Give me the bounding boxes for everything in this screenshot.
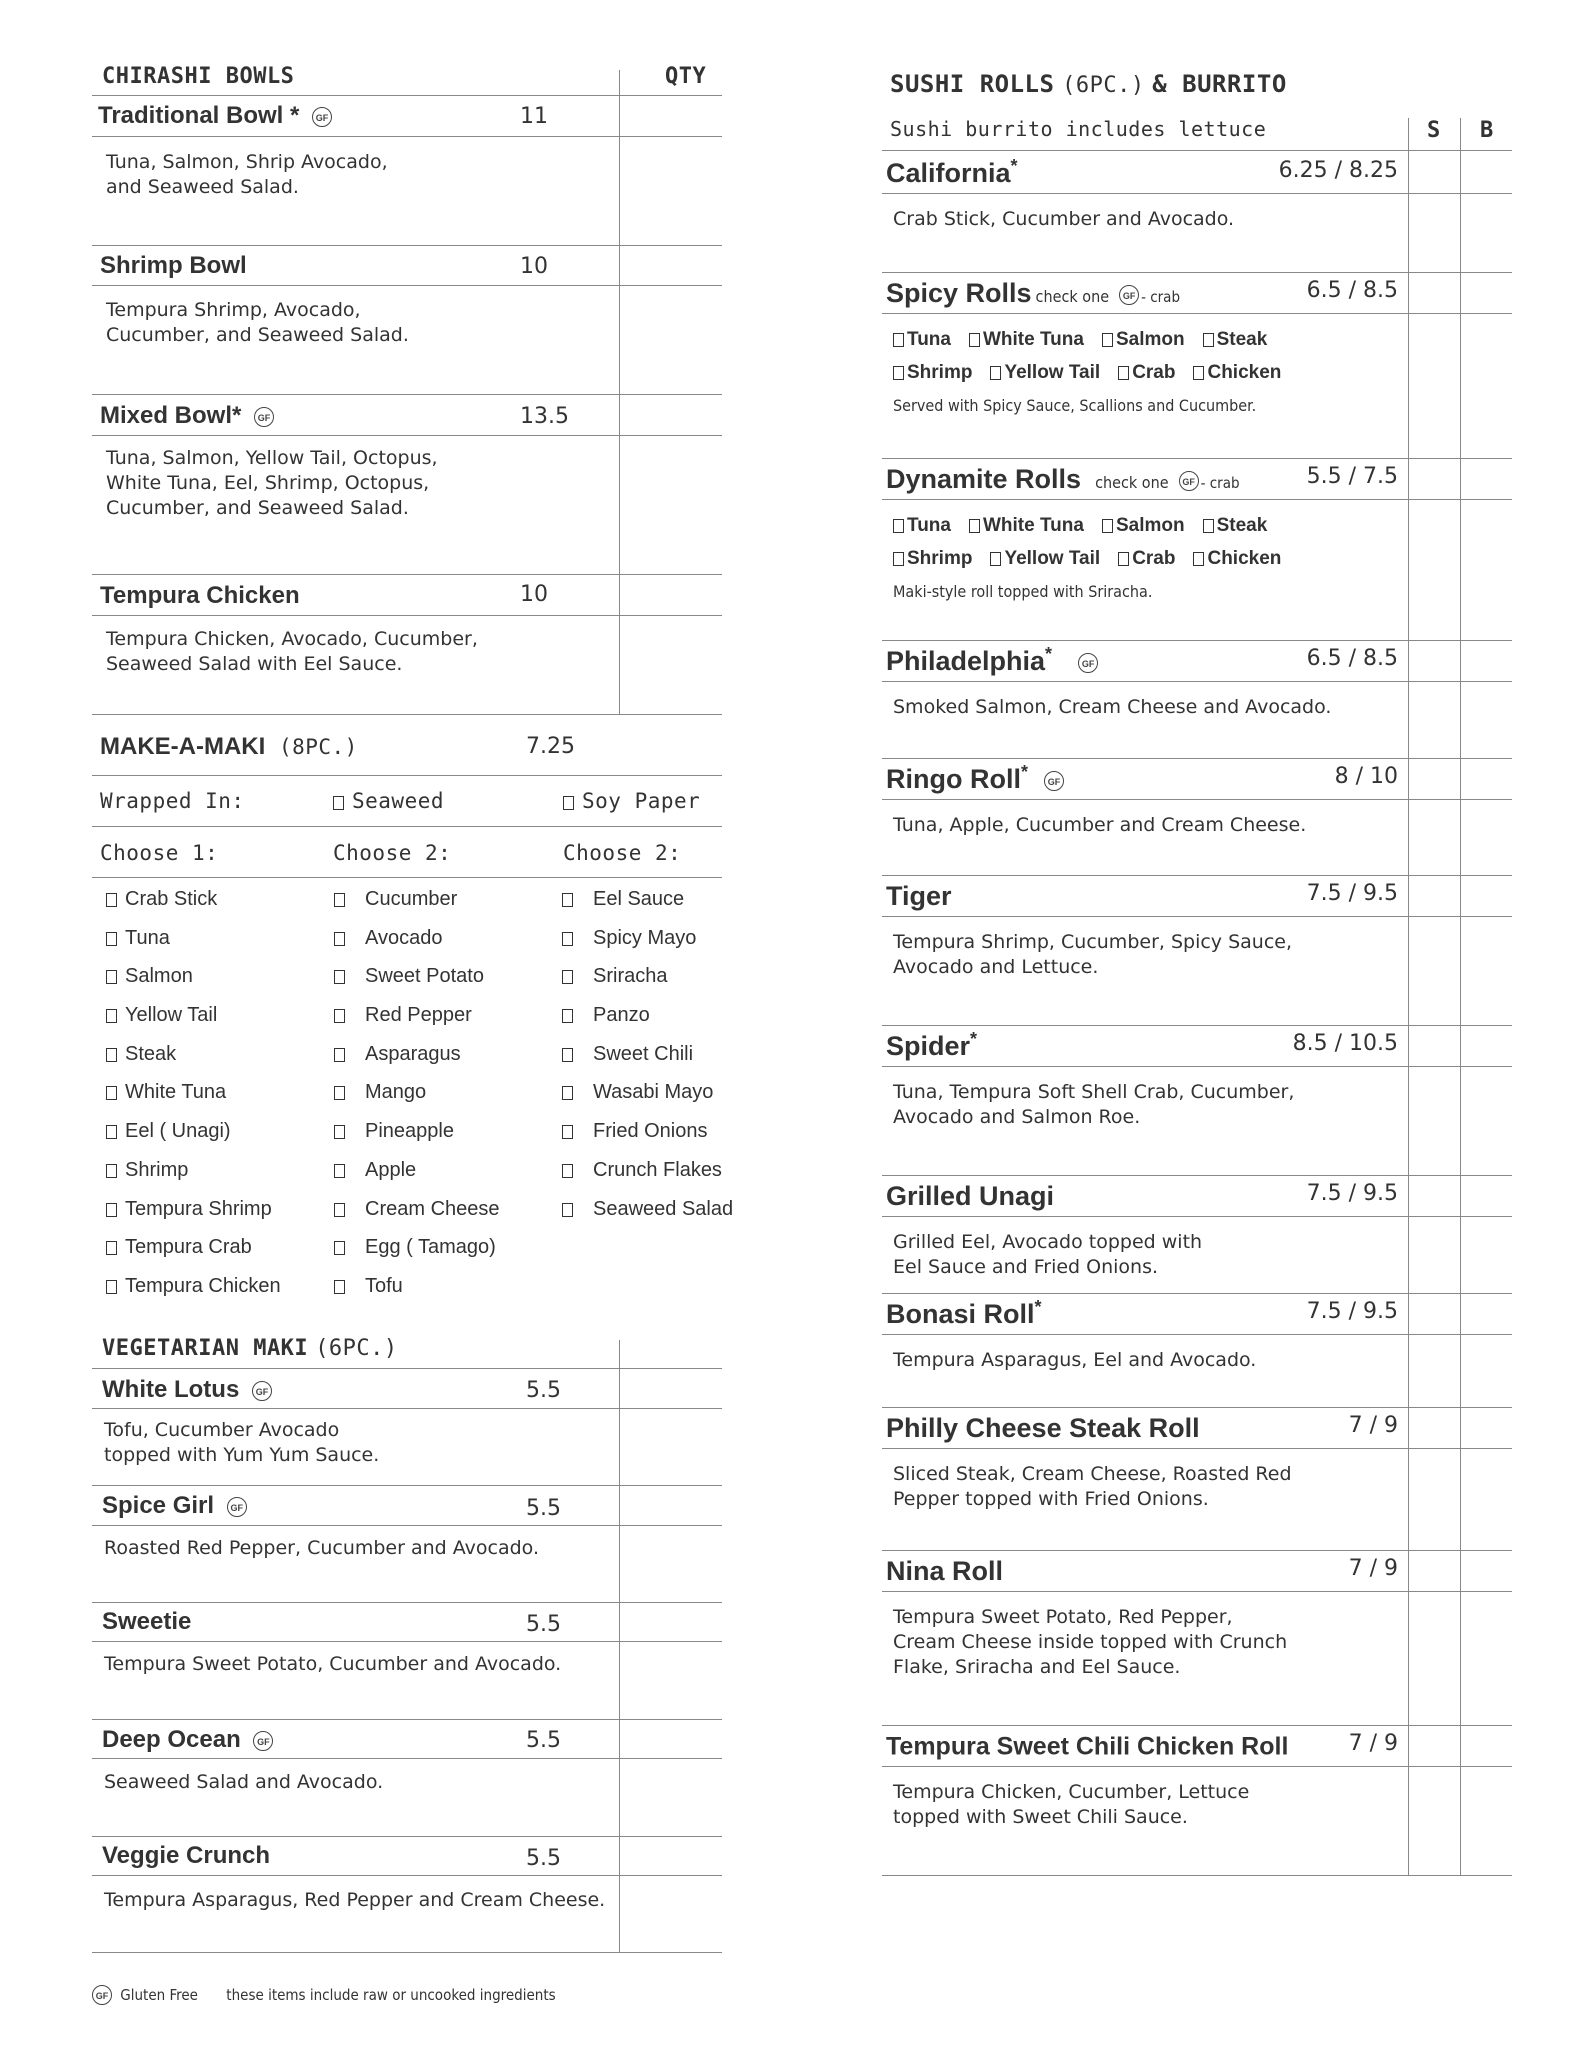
checkbox-icon[interactable] [1102, 333, 1113, 347]
gluten-free-icon: GF [254, 407, 274, 427]
roll-option[interactable] [893, 548, 972, 569]
checkbox-icon[interactable] [1118, 366, 1129, 380]
divider [882, 681, 1512, 682]
menu-item-name: Spice Girl GF [102, 1492, 247, 1520]
gluten-free-icon: GF [253, 1731, 273, 1751]
gf-crab-label: - crab [1141, 288, 1181, 306]
maki-option-label: Steak [125, 1042, 177, 1065]
roll-price: 7.5 / 9.5 [1306, 1181, 1398, 1206]
menu-item-desc: Tuna, Salmon, Yellow Tail, Octopus, White Tuna, Eel, Shrimp, Octopus, Cucumber, and Seaweed Salad. [106, 447, 438, 519]
col-s-label: S [1427, 118, 1441, 143]
rolls-subtitle: Sushi burrito includes lettuce [890, 117, 1267, 141]
menu-item-price: 5.5 [526, 1846, 561, 1871]
maki-option[interactable] [106, 964, 281, 1003]
maki-option[interactable] [334, 1119, 500, 1158]
wrap-option-seaweed[interactable]: Seaweed [333, 789, 444, 813]
maki-option[interactable] [334, 1158, 500, 1197]
roll-name [886, 462, 1240, 495]
checkbox-icon[interactable] [893, 552, 904, 566]
gluten-free-icon: GF [1044, 771, 1064, 791]
roll-desc: Smoked Salmon, Cream Cheese and Avocado. [893, 696, 1332, 718]
menu-item-price: 5.5 [526, 1496, 561, 1521]
checkbox-icon[interactable] [333, 796, 344, 810]
roll-name-text: Bonasi Roll [886, 1299, 1035, 1329]
roll-option-label: Shrimp [907, 362, 973, 383]
checkbox-icon[interactable] [1203, 519, 1214, 533]
maki-option[interactable] [334, 1197, 500, 1236]
roll-option[interactable] [1193, 362, 1281, 383]
menu-item-desc: Tofu, Cucumber Avocado topped with Yum Yum Sauce. [104, 1419, 380, 1466]
checkbox-icon[interactable] [562, 1125, 573, 1139]
chirashi-title: CHIRASHI BOWLS [102, 64, 295, 89]
roll-option[interactable] [1203, 329, 1268, 350]
maki-option[interactable] [106, 1119, 281, 1158]
roll-option[interactable] [893, 329, 951, 350]
maki-option-label: Tempura Crab [125, 1236, 252, 1259]
roll-option-label: Yellow Tail [1004, 362, 1101, 383]
divider [882, 1591, 1512, 1592]
roll-name-text: Tiger [886, 881, 952, 911]
roll-option-label: Yellow Tail [1004, 548, 1101, 569]
checkbox-icon[interactable] [562, 932, 573, 946]
maki-option-label: Shrimp [125, 1158, 189, 1181]
maki-option[interactable] [334, 964, 500, 1003]
divider [882, 1766, 1512, 1767]
roll-desc: Sliced Steak, Cream Cheese, Roasted Red Pepper topped with Fried Onions. [893, 1463, 1292, 1510]
divider [882, 1550, 1512, 1551]
raw-note: these items include raw or uncooked ingredients [226, 1985, 556, 2004]
maki-option-label: Crunch Flakes [593, 1158, 722, 1181]
checkbox-icon[interactable] [969, 519, 980, 533]
roll-name-text: Tempura Sweet Chili Chicken Roll [886, 1732, 1289, 1761]
checkbox-icon[interactable] [106, 1203, 117, 1217]
divider [882, 1216, 1512, 1217]
checkbox-icon[interactable] [562, 1203, 573, 1217]
roll-option-label: White Tuna [982, 329, 1084, 350]
maki-option-label: Tuna [125, 926, 170, 949]
rolls-title: SUSHI ROLLS (6PC.) & BURRITO [890, 70, 1287, 98]
maki-option[interactable] [106, 1003, 281, 1042]
roll-name-text: Ringo Roll [886, 764, 1021, 794]
gluten-free-icon: GF [1078, 653, 1098, 673]
roll-option[interactable] [893, 515, 951, 536]
roll-name-text: Dynamite Rolls [886, 464, 1082, 494]
menu-item-price: 13.5 [520, 404, 569, 429]
maki-option[interactable] [562, 1080, 733, 1119]
divider [882, 799, 1512, 800]
maki-option-label: Fried Onions [593, 1120, 708, 1143]
divider [882, 313, 1512, 314]
roll-name-text: Spicy Rolls [886, 278, 1032, 308]
maki-option-label: Seaweed Salad [593, 1197, 734, 1220]
roll-price: 7 / 9 [1348, 1413, 1398, 1438]
checkbox-icon[interactable] [990, 366, 1001, 380]
roll-mark: * [970, 1029, 978, 1049]
roll-option-label: Chicken [1207, 362, 1282, 383]
menu-item-name: Traditional Bowl * GF [98, 102, 332, 130]
menu-item-desc: Tuna, Salmon, Shrip Avocado, and Seaweed Salad. [106, 151, 388, 198]
checkbox-icon[interactable] [334, 1164, 345, 1178]
checkbox-icon[interactable] [969, 333, 980, 347]
gluten-free-label: Gluten Free [120, 1985, 198, 2004]
checkbox-icon[interactable] [893, 519, 904, 533]
checkbox-icon[interactable] [562, 1048, 573, 1062]
menu-item-name: Shrimp Bowl [100, 252, 247, 279]
divider [882, 1293, 1512, 1294]
checkbox-icon[interactable] [990, 552, 1001, 566]
gluten-free-icon: GF [312, 107, 332, 127]
roll-price: 7 / 9 [1348, 1556, 1398, 1581]
menu-item-price: 5.5 [526, 1612, 561, 1637]
roll-option-label: Tuna [907, 329, 951, 350]
maki-option-label: Sweet Potato [365, 965, 484, 988]
roll-name-text: Philly Cheese Steak Roll [886, 1413, 1200, 1443]
roll-name [886, 1029, 977, 1062]
maki-choose2-list [334, 887, 500, 1313]
roll-option-label: Steak [1216, 515, 1268, 536]
roll-name [886, 156, 1018, 189]
maki-option[interactable] [106, 1197, 281, 1236]
roll-name [886, 879, 952, 912]
divider [882, 875, 1512, 876]
roll-name [886, 762, 1064, 795]
checkbox-icon[interactable] [893, 366, 904, 380]
menu-item-desc: Seaweed Salad and Avocado. [104, 1771, 384, 1793]
roll-option[interactable] [990, 362, 1100, 383]
checkbox-icon[interactable] [106, 932, 117, 946]
menu-item-desc: Roasted Red Pepper, Cucumber and Avocado. [104, 1537, 539, 1559]
footer-legend [92, 1985, 556, 2005]
maki-option[interactable] [334, 926, 500, 965]
checkbox-icon[interactable] [893, 333, 904, 347]
roll-name [886, 276, 1180, 309]
roll-name-text: California [886, 158, 1011, 188]
maki-option-label: Pineapple [365, 1120, 454, 1143]
checkbox-icon[interactable] [334, 1280, 345, 1294]
checkbox-icon[interactable] [562, 1086, 573, 1100]
divider [882, 193, 1512, 194]
choose-header-3: Choose 2: [563, 841, 682, 865]
roll-name-text: Spider [886, 1031, 971, 1061]
checkbox-icon[interactable] [106, 1125, 117, 1139]
roll-option[interactable] [969, 329, 1084, 350]
roll-option-label: Crab [1132, 362, 1176, 383]
checkbox-icon[interactable] [106, 893, 117, 907]
roll-option[interactable] [1203, 515, 1268, 536]
roll-option-label: White Tuna [982, 515, 1084, 536]
maki-option[interactable] [562, 1003, 733, 1042]
maki-option-label: White Tuna [125, 1081, 227, 1104]
checkbox-icon[interactable] [334, 1086, 345, 1100]
divider [882, 1025, 1512, 1026]
roll-name-text: Philadelphia [886, 646, 1046, 676]
roll-option[interactable] [969, 515, 1084, 536]
divider [882, 1066, 1512, 1067]
menu-item-desc: Tempura Asparagus, Red Pepper and Cream Cheese. [104, 1889, 606, 1911]
menu-item-price: 10 [520, 582, 548, 607]
roll-option-label: Crab [1132, 548, 1176, 569]
veg-title: VEGETARIAN MAKI (6PC.) [102, 1336, 398, 1361]
maki-option-label: Salmon [125, 965, 193, 988]
gf-crab-label: - crab [1200, 474, 1240, 492]
roll-price: 8 / 10 [1334, 764, 1398, 789]
roll-price: 6.5 / 8.5 [1306, 278, 1398, 303]
maki-option-label: Eel ( Unagi) [125, 1120, 231, 1143]
menu-item-name: White Lotus GF [102, 1376, 272, 1404]
maki-option[interactable] [334, 887, 500, 926]
checkbox-icon[interactable] [562, 1009, 573, 1023]
maki-option[interactable] [562, 1197, 733, 1236]
menu-item-price: 5.5 [526, 1378, 561, 1403]
checkbox-icon[interactable] [106, 1241, 117, 1255]
wrapped-in-label: Wrapped In: [100, 789, 245, 813]
maki-option[interactable] [562, 1042, 733, 1081]
roll-name-text: Grilled Unagi [886, 1181, 1055, 1211]
maki-option[interactable] [334, 1235, 500, 1274]
divider [882, 272, 1512, 273]
checkbox-icon[interactable] [1203, 333, 1214, 347]
maki-price: 7.25 [526, 734, 575, 759]
roll-option-label: Tuna [907, 515, 951, 536]
checkbox-icon[interactable] [334, 1241, 345, 1255]
checkbox-icon[interactable] [334, 1009, 345, 1023]
roll-option[interactable] [990, 548, 1100, 569]
divider [882, 916, 1512, 917]
roll-option[interactable] [1118, 548, 1175, 569]
checkbox-icon[interactable] [106, 970, 117, 984]
menu-item-price: 10 [520, 254, 548, 279]
checkbox-icon[interactable] [562, 970, 573, 984]
checkbox-icon[interactable] [1118, 552, 1129, 566]
roll-price: 8.5 / 10.5 [1292, 1031, 1398, 1056]
maki-option[interactable] [106, 1158, 281, 1197]
roll-mark: * [1034, 1297, 1042, 1317]
maki-option-label: Spicy Mayo [593, 926, 697, 949]
checkbox-icon[interactable] [563, 796, 574, 810]
roll-option[interactable] [893, 362, 972, 383]
check-one-label: check one [1035, 287, 1110, 306]
roll-price: 6.25 / 8.25 [1278, 158, 1398, 183]
menu-item-desc: Tempura Sweet Potato, Cucumber and Avocado. [104, 1653, 562, 1675]
divider [882, 458, 1512, 459]
checkbox-icon[interactable] [1193, 366, 1204, 380]
option-row [893, 548, 1281, 570]
menu-item-name: Veggie Crunch [102, 1842, 271, 1869]
divider [882, 1334, 1512, 1335]
maki-option-label: Red Pepper [365, 1004, 472, 1027]
roll-option[interactable] [1102, 329, 1185, 350]
checkbox-icon[interactable] [334, 1048, 345, 1062]
maki-option-label: Asparagus [365, 1042, 461, 1065]
check-one-label: check one [1095, 473, 1169, 492]
roll-desc: Tempura Shrimp, Cucumber, Spicy Sauce, Avocado and Lettuce. [893, 931, 1293, 978]
checkbox-icon[interactable] [562, 893, 573, 907]
checkbox-icon[interactable] [106, 1048, 117, 1062]
roll-name [886, 1179, 1054, 1212]
maki-option-label: Tempura Shrimp [125, 1197, 272, 1220]
maki-option[interactable] [106, 1080, 281, 1119]
divider [882, 1875, 1512, 1876]
col-b-label: B [1480, 118, 1494, 143]
checkbox-icon[interactable] [1102, 519, 1113, 533]
option-row [893, 329, 1267, 351]
roll-desc: Tuna, Apple, Cucumber and Cream Cheese. [893, 814, 1307, 836]
menu-item-name: Deep Ocean GF [102, 1726, 273, 1754]
maki-option[interactable] [106, 926, 281, 965]
maki-option[interactable] [562, 1158, 733, 1197]
maki-option[interactable] [106, 1042, 281, 1081]
roll-option-label: Steak [1216, 329, 1268, 350]
maki-option-label: Sriracha [593, 965, 668, 988]
roll-desc: Grilled Eel, Avocado topped with Eel Sauce and Fried Onions. [893, 1231, 1203, 1278]
maki-option[interactable] [106, 887, 281, 926]
maki-option[interactable] [562, 926, 733, 965]
checkbox-icon[interactable] [334, 1125, 345, 1139]
maki-option-label: Apple [365, 1158, 417, 1181]
maki-option[interactable] [562, 887, 733, 926]
roll-desc: Maki-style roll topped with Sriracha. [893, 582, 1153, 601]
checkbox-icon[interactable] [334, 932, 345, 946]
roll-name [886, 644, 1098, 677]
roll-desc: Tuna, Tempura Soft Shell Crab, Cucumber, Avocado and Salmon Roe. [893, 1081, 1295, 1128]
menu-item-name: Mixed Bowl* GF [100, 402, 274, 430]
divider [882, 1175, 1512, 1176]
checkbox-icon[interactable] [562, 1164, 573, 1178]
roll-desc: Served with Spicy Sauce, Scallions and Cucumber. [893, 396, 1257, 415]
maki-option-label: Cucumber [365, 888, 458, 910]
maki-option[interactable] [334, 1274, 500, 1313]
maki-option-label: Sweet Chili [593, 1042, 694, 1065]
option-row [893, 362, 1281, 384]
divider [882, 758, 1512, 759]
roll-option[interactable] [1193, 548, 1281, 569]
roll-mark: * [1010, 156, 1018, 176]
maki-option-label: Wasabi Mayo [593, 1081, 714, 1104]
maki-option[interactable] [334, 1003, 500, 1042]
maki-option-label: Mango [365, 1081, 427, 1104]
checkbox-icon[interactable] [1193, 552, 1204, 566]
roll-desc: Tempura Asparagus, Eel and Avocado. [893, 1349, 1257, 1371]
maki-title: MAKE-A-MAKI (8PC.) [100, 733, 358, 760]
maki-option-label: Crab Stick [125, 888, 218, 910]
roll-desc: Tempura Chicken, Cucumber, Lettuce topped with Sweet Chili Sauce. [893, 1781, 1250, 1828]
roll-name [886, 1554, 1003, 1587]
roll-desc: Crab Stick, Cucumber and Avocado. [893, 208, 1235, 230]
divider [882, 640, 1512, 641]
roll-price: 7 / 9 [1348, 1731, 1398, 1756]
menu-item-desc: Tempura Chicken, Avocado, Cucumber, Seaweed Salad with Eel Sauce. [106, 628, 478, 675]
wrap-option-soy-paper[interactable]: Soy Paper [563, 789, 700, 813]
menu-item-name: Tempura Chicken [100, 582, 300, 609]
maki-option-label: Cream Cheese [365, 1197, 500, 1220]
maki-choose3-list [562, 887, 733, 1235]
checkbox-icon[interactable] [334, 970, 345, 984]
menu-item-desc: Tempura Shrimp, Avocado, Cucumber, and Seaweed Salad. [106, 299, 409, 346]
divider [882, 1448, 1512, 1449]
checkbox-icon[interactable] [334, 893, 345, 907]
roll-option-label: Salmon [1115, 515, 1185, 536]
maki-option-label: Tempura Chicken [125, 1274, 281, 1297]
roll-price: 7.5 / 9.5 [1306, 1299, 1398, 1324]
maki-option-label: Panzo [593, 1004, 650, 1027]
menu-item-name: Sweetie [102, 1608, 192, 1635]
divider [882, 499, 1512, 500]
maki-option-label: Tofu [365, 1274, 403, 1297]
gluten-free-icon: GF [92, 1985, 112, 2005]
choose-header-1: Choose 1: [100, 841, 219, 865]
checkbox-icon[interactable] [106, 1164, 117, 1178]
roll-option[interactable] [1118, 362, 1175, 383]
checkbox-icon[interactable] [106, 1009, 117, 1023]
roll-mark: * [1020, 762, 1028, 782]
roll-price: 5.5 / 7.5 [1306, 464, 1398, 489]
roll-price: 7.5 / 9.5 [1306, 881, 1398, 906]
roll-option-label: Shrimp [907, 548, 973, 569]
roll-mark: * [1045, 644, 1053, 664]
gluten-free-icon: GF [227, 1497, 247, 1517]
option-row [893, 515, 1267, 537]
qty-label: QTY [665, 64, 707, 89]
checkbox-icon[interactable] [106, 1086, 117, 1100]
gluten-free-icon: GF [252, 1381, 272, 1401]
maki-option[interactable] [562, 964, 733, 1003]
maki-option[interactable] [334, 1080, 500, 1119]
divider [882, 1407, 1512, 1408]
menu-item-price: 11 [520, 104, 548, 129]
gluten-free-icon: GF [1179, 471, 1199, 491]
roll-option-label: Salmon [1115, 329, 1185, 350]
choose-header-2: Choose 2: [333, 841, 452, 865]
maki-option[interactable] [334, 1042, 500, 1081]
roll-desc: Tempura Sweet Potato, Red Pepper, Cream Cheese inside topped with Crunch Flake, Sriracha and Eel Sauce. [893, 1606, 1288, 1678]
roll-option[interactable] [1102, 515, 1185, 536]
checkbox-icon[interactable] [106, 1280, 117, 1294]
maki-option-label: Eel Sauce [593, 888, 685, 910]
roll-name-text: Nina Roll [886, 1556, 1004, 1586]
maki-option[interactable] [562, 1119, 733, 1158]
maki-option[interactable] [106, 1274, 281, 1313]
roll-name [886, 1411, 1200, 1444]
menu-item-price: 5.5 [526, 1728, 561, 1753]
roll-name [886, 1729, 1288, 1761]
maki-option-label: Avocado [365, 926, 443, 949]
divider [882, 1725, 1512, 1726]
roll-price: 6.5 / 8.5 [1306, 646, 1398, 671]
maki-option-label: Yellow Tail [125, 1004, 218, 1027]
maki-option-label: Egg ( Tamago) [365, 1236, 496, 1259]
maki-choose1-list [106, 887, 281, 1313]
roll-name [886, 1297, 1042, 1330]
checkbox-icon[interactable] [334, 1203, 345, 1217]
maki-option[interactable] [106, 1235, 281, 1274]
gluten-free-icon: GF [1119, 285, 1139, 305]
roll-option-label: Chicken [1207, 548, 1282, 569]
